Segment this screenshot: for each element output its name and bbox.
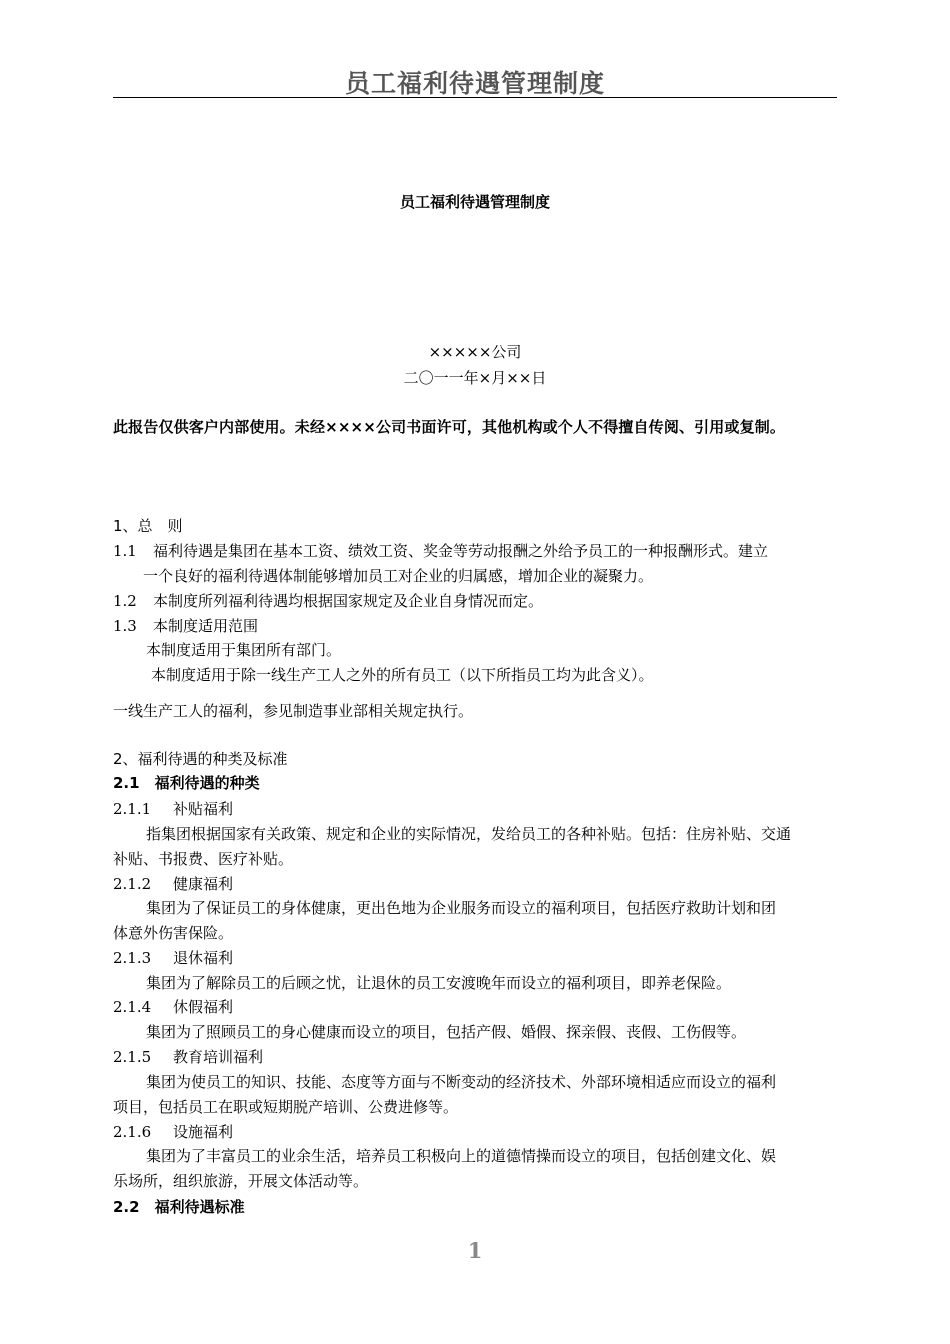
subclause-2-1-5-body-continued: 项目，包括员工在职或短期脱产培训、公费进修等。 <box>113 1098 459 1116</box>
scope-all-departments: 本制度适用于集团所有部门。 <box>146 641 342 659</box>
subclause-title: 设施福利 <box>173 1123 234 1141</box>
subclause-2-1-5 <box>113 1046 263 1067</box>
subclause-2-1-1 <box>113 798 233 819</box>
clause-1-1-continued: 一个良好的福利待遇体制能够增加员工对企业的归属感，增加企业的凝聚力。 <box>143 567 654 585</box>
section-2-heading: 2、福利待遇的种类及标准 <box>113 750 288 768</box>
confidentiality-notice: 此报告仅供客户内部使用。未经××××公司书面许可，其他机构或个人不得擅自传阅、引用或复制。 <box>113 418 786 436</box>
subclause-2-1-1-body: 指集团根据国家有关政策、规定和企业的实际情况，发给员工的各种补贴。包括：住房补贴、交通 <box>146 825 792 843</box>
subclause-2-1-3-body: 集团为了解除员工的后顾之忧，让退休的员工安渡晚年而设立的福利项目，即养老保险。 <box>146 974 732 992</box>
scope-production-workers: 一线生产工人的福利，参见制造事业部相关规定执行。 <box>113 702 474 720</box>
clause-number: 1.3 <box>113 617 137 635</box>
subclause-2-1-3 <box>113 947 233 968</box>
subclause-2-1-6 <box>113 1121 233 1142</box>
subclause-2-1-2-body-continued: 体意外伤害保险。 <box>113 924 234 942</box>
section-2-2-heading: 2.2 福利待遇标准 <box>113 1198 245 1216</box>
subclause-2-1-2 <box>113 873 233 894</box>
subclause-number: 2.1.1 <box>113 800 152 818</box>
subclause-title: 健康福利 <box>173 875 234 893</box>
running-header-title: 员工福利待遇管理制度 <box>344 69 605 98</box>
subclause-number: 2.1.5 <box>113 1048 152 1066</box>
clause-number: 1.1 <box>113 542 137 560</box>
subclause-2-1-4 <box>113 996 233 1017</box>
subclause-number: 2.1.2 <box>113 875 152 893</box>
subclause-number: 2.1.4 <box>113 998 152 1016</box>
subclause-2-1-6-body-continued: 乐场所，组织旅游，开展文体活动等。 <box>113 1172 369 1190</box>
company-name: ×××××公司 <box>428 343 522 361</box>
document-title: 员工福利待遇管理制度 <box>399 193 550 211</box>
subclause-title: 休假福利 <box>173 998 234 1016</box>
header-divider <box>113 97 837 98</box>
section-1-heading: 1、总 则 <box>113 517 183 535</box>
section-2-1-heading: 2.1 福利待遇的种类 <box>113 774 260 792</box>
clause-text: 福利待遇是集团在基本工资、绩效工资、奖金等劳动报酬之外给予员工的一种报酬形式。建立 <box>153 542 769 560</box>
subclause-2-1-4-body: 集团为了照顾员工的身心健康而设立的项目，包括产假、婚假、探亲假、丧假、工伤假等。 <box>146 1023 747 1041</box>
subclause-title: 教育培训福利 <box>173 1048 264 1066</box>
clause-1-1 <box>113 540 768 561</box>
subclause-title: 退休福利 <box>173 949 234 967</box>
scope-employees: 本制度适用于除一线生产工人之外的所有员工（以下所指员工均为此含义）。 <box>151 666 654 684</box>
subclause-number: 2.1.3 <box>113 949 152 967</box>
subclause-2-1-5-body: 集团为使员工的知识、技能、态度等方面与不断变动的经济技术、外部环境相适应而设立的福利 <box>146 1073 777 1091</box>
subclause-2-1-1-body-continued: 补贴、书报费、医疗补贴。 <box>113 850 294 868</box>
document-date: 二〇一一年×月××日 <box>403 369 547 387</box>
page-number: 1 <box>467 1238 483 1263</box>
clause-1-2 <box>113 590 543 611</box>
clause-text: 本制度适用范围 <box>153 617 259 635</box>
subclause-2-1-2-body: 集团为了保证员工的身体健康，更出色地为企业服务而设立的福利项目，包括医疗救助计划和团 <box>146 899 777 917</box>
clause-text: 本制度所列福利待遇均根据国家规定及企业自身情况而定。 <box>153 592 544 610</box>
subclause-2-1-6-body: 集团为了丰富员工的业余生活，培养员工积极向上的道德情操而设立的项目，包括创建文化、娱 <box>146 1147 777 1165</box>
clause-number: 1.2 <box>113 592 137 610</box>
clause-1-3 <box>113 615 258 636</box>
subclause-number: 2.1.6 <box>113 1123 152 1141</box>
subclause-title: 补贴福利 <box>173 800 234 818</box>
